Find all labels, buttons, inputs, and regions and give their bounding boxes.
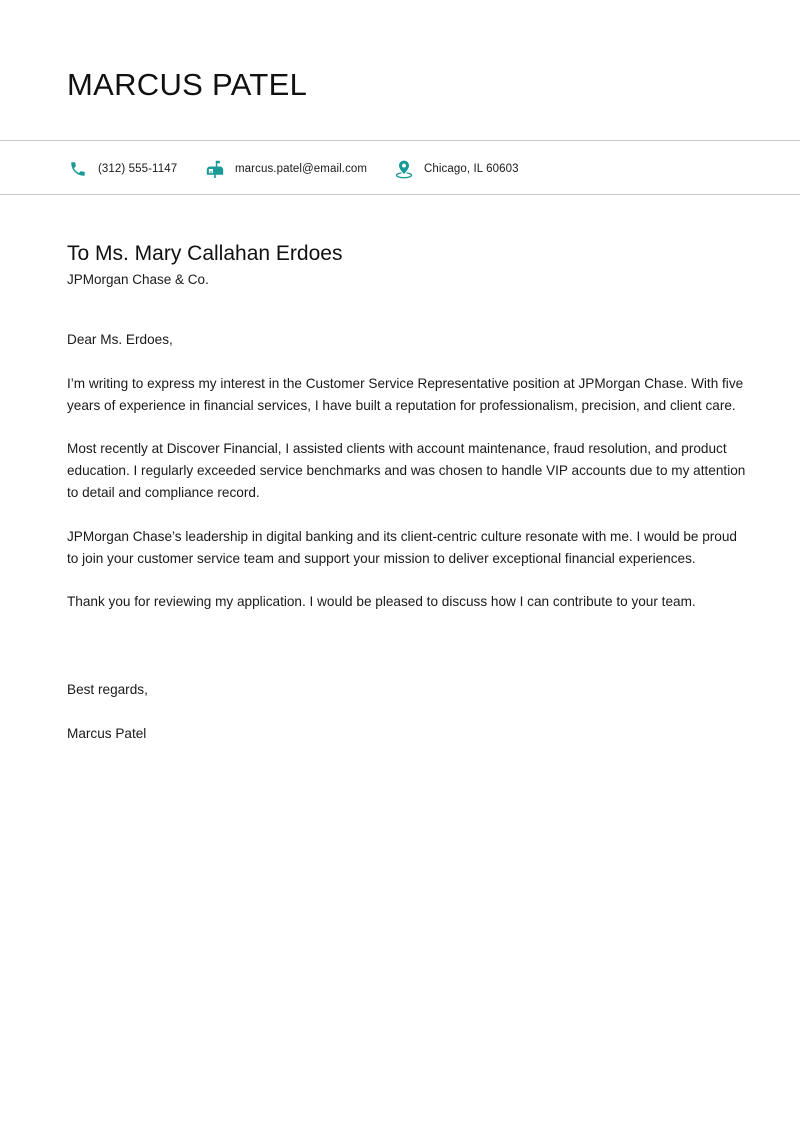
- location-pin-icon: [394, 159, 414, 179]
- signature: Marcus Patel: [67, 725, 147, 741]
- letter-body: [67, 329, 747, 745]
- phone-icon: [68, 159, 88, 179]
- contact-email: [205, 141, 367, 196]
- letter-header: [0, 0, 800, 140]
- sender-name: MARCUS PATEL: [67, 67, 308, 102]
- contact-bar: [0, 140, 800, 195]
- salutation: Dear Ms. Erdoes,: [67, 332, 173, 347]
- location-text: Chicago, IL 60603: [424, 162, 519, 175]
- body-paragraph: I’m writing to express my interest in the Customer Service Representative position at JPMorgan Chase. With five years of experience in financial services, I have built a reputation for professionalism, precision, and client care.: [67, 375, 744, 413]
- recipient-company: JPMorgan Chase & Co.: [67, 272, 209, 287]
- closing: Best regards,: [67, 682, 148, 698]
- recipient-block: [67, 240, 342, 290]
- mailbox-icon: [205, 159, 225, 179]
- phone-number[interactable]: (312) 555-1147: [98, 162, 178, 175]
- contact-phone: [68, 141, 177, 196]
- body-paragraph: Most recently at Discover Financial, I assisted clients with account maintenance, fraud resolution, and product education. I regularly exceeded service benchmarks and was chosen to handle VIP accounts due to my attention to detail and compliance record.: [67, 441, 746, 500]
- spacer: [67, 635, 747, 679]
- email-address[interactable]: marcus.patel@email.com: [235, 162, 368, 175]
- body-paragraph: Thank you for reviewing my application. I would be pleased to discuss how I can contribute to your team.: [67, 594, 696, 610]
- body-paragraph: JPMorgan Chase’s leadership in digital banking and its client-centric culture resonate with me. I would be proud to join your customer service team and support your mission to deliver exceptional financial experiences.: [67, 528, 737, 566]
- contact-location: [394, 141, 519, 196]
- recipient-name: To Ms. Mary Callahan Erdoes: [67, 242, 343, 265]
